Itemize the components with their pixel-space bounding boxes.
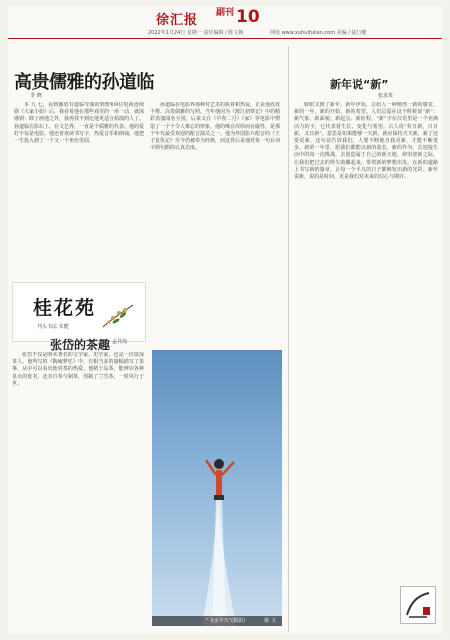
article-headline: 张岱的茶趣 xyxy=(50,338,111,352)
masthead xyxy=(8,6,442,42)
column-divider xyxy=(288,46,289,632)
feature-photo xyxy=(152,350,282,626)
article-body-continued: 孙道临在电影界那种对艺术的执着和热爱，正是他孜孜不倦、高贵儒雅的写照。当年他因为《渡江侦察记》中的精彩表演闻名全国，后来又在《早春二月》《家》等电影中塑造了一个个令人难忘的形象。他的嗓音浑厚而有磁性，是那个年代最受欢迎的配音演员之一。他为外国影片配音的《王子复仇记》至今仍被奉为经典，而这背后是他对每一句台词字斟句酌的认真态度。 xyxy=(150,102,280,152)
section-label: 副刊 xyxy=(216,8,235,18)
article-byline: 张求贵 xyxy=(378,93,394,99)
calligraphy-seal-illustration xyxy=(400,586,436,624)
flyboard-figure-illustration xyxy=(152,350,282,626)
photo-credit: 陈 文 xyxy=(264,618,276,624)
column-title-box xyxy=(12,282,146,342)
sub-line: 网址 www.xuhuifukan.com 美编 / 陆行健 xyxy=(270,30,367,36)
article-headline: 新年说“新” xyxy=(330,78,389,91)
page-number: 10 xyxy=(236,7,260,27)
osmanthus-icon xyxy=(101,301,135,331)
date-line: 2022年1月24日 星期一 责任编辑 / 陈文枫 xyxy=(148,30,244,36)
article-headline: 高贵儒雅的孙道临 xyxy=(14,72,154,93)
column-subtitle: 刊头书法 朱健 xyxy=(37,324,69,330)
masthead-rule xyxy=(8,38,442,39)
photo-caption: “飞水半天”(摄影) xyxy=(206,618,246,624)
newspaper-page xyxy=(8,6,442,634)
paper-name: 徐汇报 xyxy=(156,13,199,28)
article-body: 转眼又到了新年。新年伊始，总给人一种焕然一新的感觉。新的一年，新的开始，新的希望。人们总爱在这个时候说“新”：新气象、新面貌、新起点、新征程。“新”字在汉语里是一个充满活力的字，它代表着生长、变化与希望。古人说“苟日新，日日新，又日新”，意思是如果能够一天新，就应保持天天新，新了还要更新。这句话告诉我们，人要不断地自我更新，才能不断进步。新的一年里，愿我们都能以新的姿态、新的作为，去迎接生活中的每一次挑战，去创造属于自己的新天地。辞旧迎新之际，让我们把过去的得失收藏起来，带着新的梦想出发，在新的道路上书写新的篇章，让每一个平凡的日子都焕发出新的光彩。新年说新，说的是时间，更是我们对未来的信心与期许。 xyxy=(294,102,438,181)
photo-caption-bar xyxy=(152,616,282,626)
seal-icon xyxy=(401,587,435,623)
article-body: 本 九 七，看到播放有道临导演的到赞和9位电视连续剧《大家小姐》后，我看着他在那些戏里的一举一动，就深感到：除了画他之外，我再找不到比他更适合拍演的人了。孙道临在影坛上、在文艺界，一直是个儒雅的代表。他的爱好不仅是电影，他还喜欢读书写字，热爱音乐和朗诵，他把一生投入到了一个又一个角色里面。 xyxy=(14,102,144,145)
article-body: 张岱不仅是明末著名的文学家、史学家，也是一位资深茶人。他所写的《陶庵梦忆》中，有相当多的篇幅描写了茶事，从中可以看出他对茶的热爱。他精于品茶，能辨识各种泉水的优劣，还亲自参与制茶，创制了兰雪茶，一时风行于世。 xyxy=(12,352,144,387)
article-byline: 孟祥海 xyxy=(112,339,128,345)
article-byline: 李 晓 xyxy=(30,93,42,99)
column-title: 桂花苑 xyxy=(33,297,97,319)
